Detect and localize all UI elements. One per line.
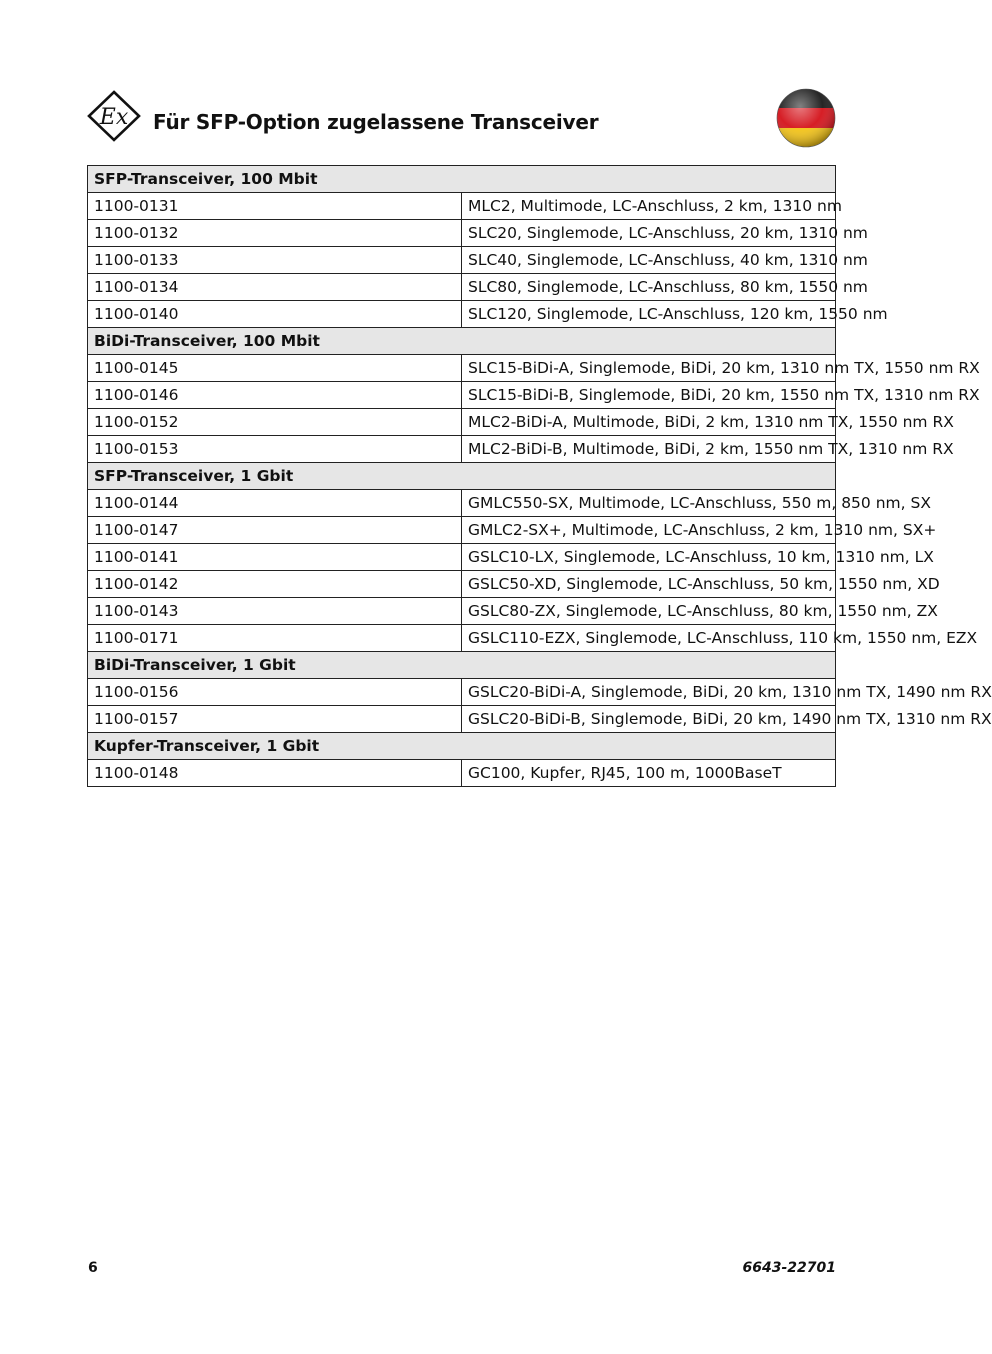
part-number: 1100-0148 (88, 760, 462, 787)
part-description: SLC40, Singlemode, LC-Anschluss, 40 km, 1310 nm (462, 247, 836, 274)
section-header-row (88, 652, 836, 679)
part-number: 1100-0144 (88, 490, 462, 517)
table-row (88, 409, 836, 436)
svg-text:Ex: Ex (99, 105, 129, 130)
table-row (88, 571, 836, 598)
table-row (88, 436, 836, 463)
part-description: SLC80, Singlemode, LC-Anschluss, 80 km, 1550 nm (462, 274, 836, 301)
part-number: 1100-0134 (88, 274, 462, 301)
section-header-row (88, 463, 836, 490)
section-title: SFP-Transceiver, 100 Mbit (88, 166, 836, 193)
part-number: 1100-0157 (88, 706, 462, 733)
page-header (87, 88, 836, 148)
part-description: SLC20, Singlemode, LC-Anschluss, 20 km, 1310 nm (462, 220, 836, 247)
part-description: GSLC80-ZX, Singlemode, LC-Anschluss, 80 km, 1550 nm, ZX (462, 598, 836, 625)
part-number: 1100-0143 (88, 598, 462, 625)
part-description: MLC2-BiDi-A, Multimode, BiDi, 2 km, 1310 nm TX, 1550 nm RX (462, 409, 836, 436)
table-row (88, 193, 836, 220)
part-number: 1100-0132 (88, 220, 462, 247)
part-description: MLC2-BiDi-B, Multimode, BiDi, 2 km, 1550 nm TX, 1310 nm RX (462, 436, 836, 463)
part-number: 1100-0145 (88, 355, 462, 382)
part-description: GMLC2-SX+, Multimode, LC-Anschluss, 2 km, 1310 nm, SX+ (462, 517, 836, 544)
part-number: 1100-0131 (88, 193, 462, 220)
table-row (88, 274, 836, 301)
part-number: 1100-0140 (88, 301, 462, 328)
table-row (88, 679, 836, 706)
part-description: GSLC10-LX, Singlemode, LC-Anschluss, 10 km, 1310 nm, LX (462, 544, 836, 571)
section-title: Kupfer-Transceiver, 1 Gbit (88, 733, 836, 760)
section-header-row (88, 733, 836, 760)
table-row (88, 625, 836, 652)
table-row (88, 706, 836, 733)
table-row (88, 220, 836, 247)
part-description: SLC120, Singlemode, LC-Anschluss, 120 km, 1550 nm (462, 301, 836, 328)
page-number: 6 (88, 1260, 98, 1276)
part-description: GMLC550-SX, Multimode, LC-Anschluss, 550 m, 850 nm, SX (462, 490, 836, 517)
ex-atex-icon (87, 90, 141, 142)
part-description: GSLC20-BiDi-B, Singlemode, BiDi, 20 km, 1490 nm TX, 1310 nm RX (462, 706, 836, 733)
part-description: GSLC110-EZX, Singlemode, LC-Anschluss, 110 km, 1550 nm, EZX (462, 625, 836, 652)
part-number: 1100-0156 (88, 679, 462, 706)
table-row (88, 490, 836, 517)
section-title: SFP-Transceiver, 1 Gbit (88, 463, 836, 490)
page-title: Für SFP-Option zugelassene Transceiver (153, 110, 599, 134)
table-row (88, 598, 836, 625)
section-title: BiDi-Transceiver, 100 Mbit (88, 328, 836, 355)
part-number: 1100-0141 (88, 544, 462, 571)
document-number: 6643-22701 (742, 1260, 836, 1276)
part-description: GSLC50-XD, Singlemode, LC-Anschluss, 50 km, 1550 nm, XD (462, 571, 836, 598)
part-number: 1100-0147 (88, 517, 462, 544)
transceiver-table (87, 165, 992, 787)
part-description: MLC2, Multimode, LC-Anschluss, 2 km, 1310 nm (462, 193, 836, 220)
table-row (88, 247, 836, 274)
part-number: 1100-0142 (88, 571, 462, 598)
part-number: 1100-0133 (88, 247, 462, 274)
table-row (88, 355, 836, 382)
table-row (88, 301, 836, 328)
section-header-row (88, 328, 836, 355)
part-number: 1100-0152 (88, 409, 462, 436)
section-title: BiDi-Transceiver, 1 Gbit (88, 652, 836, 679)
table-row (88, 382, 836, 409)
part-description: SLC15-BiDi-B, Singlemode, BiDi, 20 km, 1550 nm TX, 1310 nm RX (462, 382, 836, 409)
german-flag-icon (776, 88, 836, 148)
part-number: 1100-0171 (88, 625, 462, 652)
part-number: 1100-0153 (88, 436, 462, 463)
part-number: 1100-0146 (88, 382, 462, 409)
part-description: GC100, Kupfer, RJ45, 100 m, 1000BaseT (462, 760, 836, 787)
section-header-row (88, 166, 836, 193)
table-row (88, 544, 836, 571)
table-row (88, 517, 836, 544)
table-row (88, 760, 836, 787)
part-description: GSLC20-BiDi-A, Singlemode, BiDi, 20 km, 1310 nm TX, 1490 nm RX (462, 679, 836, 706)
part-description: SLC15-BiDi-A, Singlemode, BiDi, 20 km, 1310 nm TX, 1550 nm RX (462, 355, 836, 382)
